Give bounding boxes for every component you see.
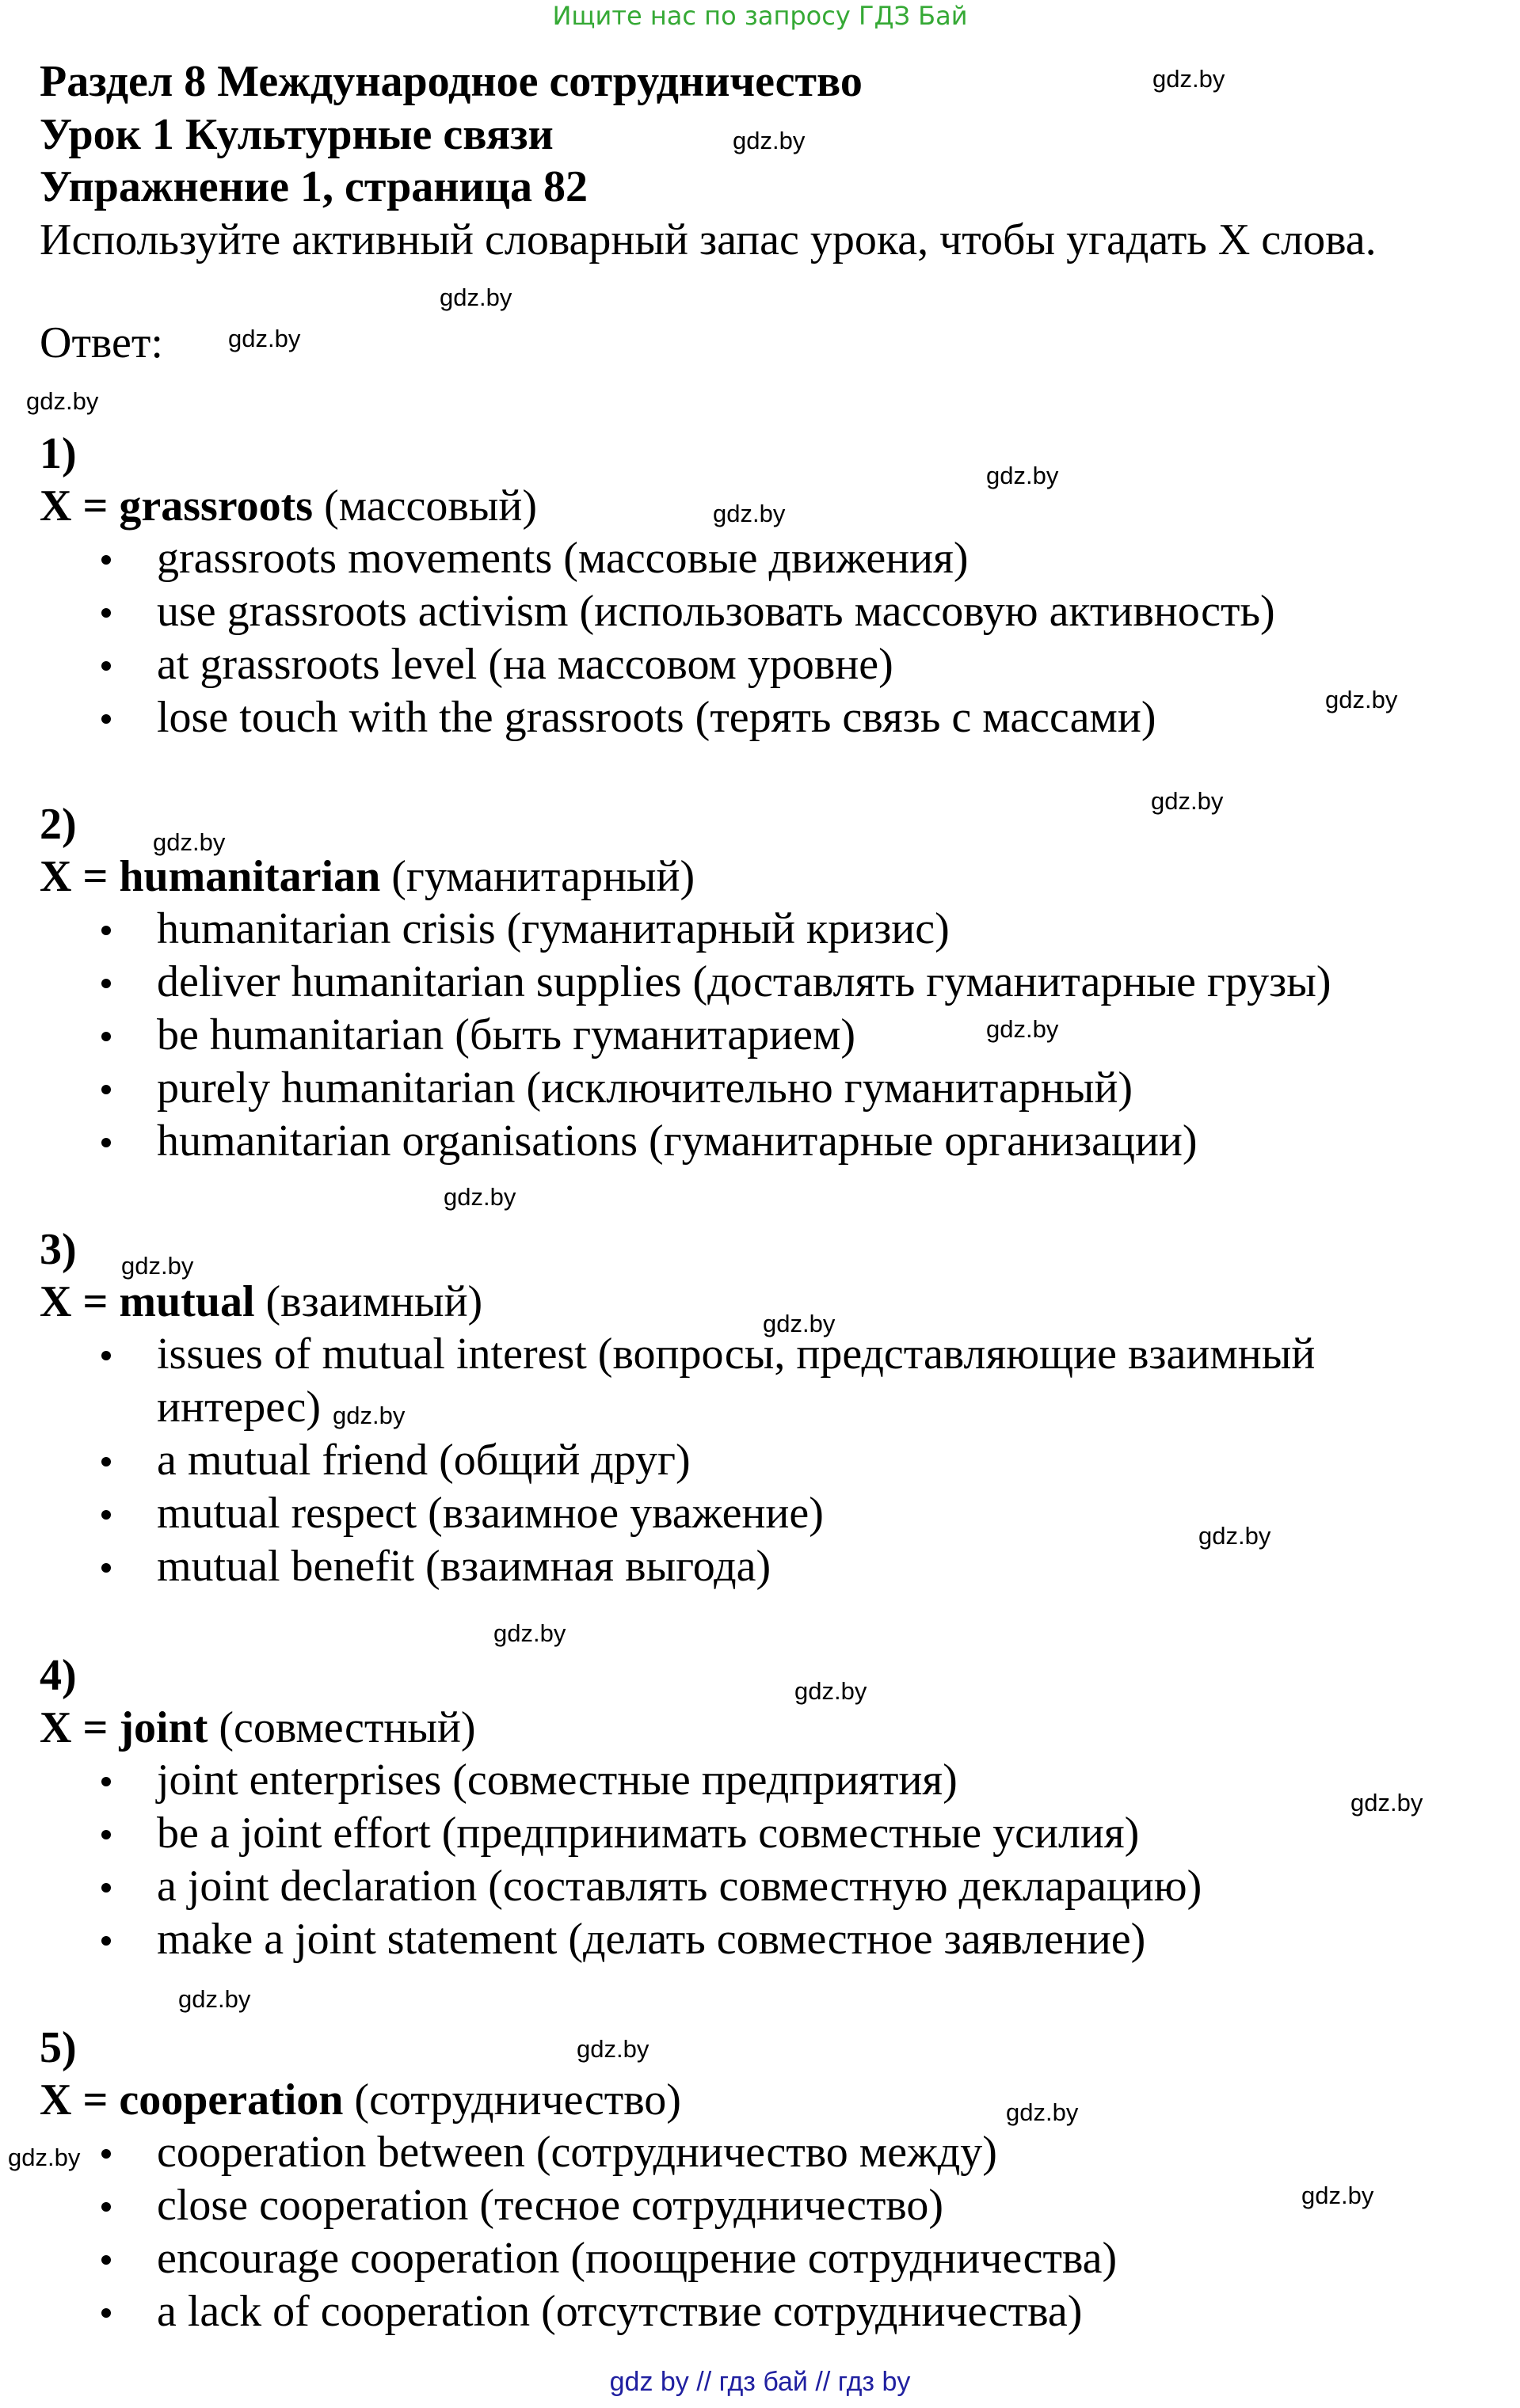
phrase-text: issues of mutual interest (вопросы, представляющие взаимный интерес)	[157, 1330, 1316, 1432]
answer-item-2	[40, 798, 1465, 1168]
item-number: 2)	[40, 800, 77, 849]
answer-item-5	[40, 2022, 1465, 2338]
phrase-list	[40, 903, 1465, 1168]
watermark: gdz.by	[763, 1310, 836, 1337]
bullet-icon	[101, 2255, 111, 2265]
bullet-icon	[101, 1563, 111, 1573]
bullet-icon	[101, 714, 111, 724]
item-number: 3)	[40, 1225, 77, 1274]
x-translation: (совместный)	[208, 1703, 476, 1752]
watermark: gdz.by	[121, 1252, 194, 1280]
section-title: Раздел 8 Международное сотрудничество	[40, 57, 863, 106]
watermark: gdz.by	[1325, 686, 1398, 713]
phrase-text: deliver humanitarian supplies (доставлять гуманитарные грузы)	[157, 957, 1331, 1006]
x-translation: (гуманитарный)	[380, 852, 695, 901]
list-item	[40, 1328, 1392, 1434]
watermark: gdz.by	[153, 828, 226, 856]
list-item	[40, 1860, 1465, 1913]
x-definition	[40, 850, 1465, 903]
bullet-icon	[101, 1777, 111, 1786]
bullet-icon	[101, 608, 111, 618]
phrase-text: joint enterprises (совместные предприятия)	[157, 1756, 958, 1805]
watermark: gdz.by	[733, 127, 806, 154]
watermark: gdz.by	[493, 1619, 566, 1647]
list-item	[40, 585, 1465, 638]
watermark: gdz.by	[1301, 2182, 1374, 2209]
phrase-text: a lack of cooperation (отсутствие сотрудничества)	[157, 2287, 1083, 2336]
x-definition	[40, 1276, 1465, 1328]
phrase-text: mutual respect (взаимное уважение)	[157, 1489, 824, 1538]
list-item	[40, 903, 1465, 956]
watermark: gdz.by	[986, 462, 1059, 489]
x-definition	[40, 1702, 1465, 1754]
watermark: gdz.by	[1152, 65, 1225, 93]
watermark: gdz.by	[713, 500, 786, 527]
phrase-list	[40, 1328, 1465, 1593]
watermark: gdz.by	[794, 1677, 867, 1705]
phrase-text: mutual benefit (взаимная выгода)	[157, 1542, 771, 1591]
phrase-text: cooperation between (сотрудничество между)	[157, 2128, 997, 2177]
item-number: 5)	[40, 2023, 77, 2072]
x-word: grassroots	[119, 481, 314, 531]
watermark: gdz.by	[1151, 787, 1224, 815]
list-item	[40, 2179, 1465, 2232]
list-item	[40, 1115, 1465, 1168]
x-prefix: X =	[40, 852, 120, 901]
watermark: gdz.by	[228, 325, 301, 352]
bullet-icon	[101, 661, 111, 671]
bullet-icon	[101, 555, 111, 565]
phrase-text: humanitarian organisations (гуманитарные организации)	[157, 1117, 1198, 1166]
bullet-icon	[101, 926, 111, 935]
phrase-text: at grassroots level (на массовом уровне)	[157, 640, 893, 689]
x-prefix: X =	[40, 2075, 120, 2125]
item-number: 4)	[40, 1651, 77, 1700]
bullet-icon	[101, 1351, 111, 1360]
watermark: gdz.by	[444, 1183, 516, 1211]
list-item	[40, 1009, 1465, 1062]
x-prefix: X =	[40, 1277, 120, 1326]
watermark: gdz.by	[1006, 2098, 1079, 2126]
list-item	[40, 1807, 1465, 1860]
exercise-title: Упражнение 1, страница 82	[40, 162, 589, 211]
top-banner[interactable]: Ищите нас по запросу ГДЗ Бай	[552, 1, 968, 31]
phrase-text: be humanitarian (быть гуманитарием)	[157, 1010, 856, 1059]
watermark: gdz.by	[577, 2035, 650, 2063]
bullet-icon	[101, 1032, 111, 1041]
bullet-icon	[101, 2149, 111, 2159]
bullet-icon	[101, 2308, 111, 2318]
list-item	[40, 1062, 1465, 1115]
bullet-icon	[101, 1138, 111, 1147]
phrase-list	[40, 532, 1465, 744]
lesson-title: Урок 1 Культурные связи	[40, 110, 554, 159]
list-item	[40, 2285, 1465, 2338]
phrase-text: make a joint statement (делать совместное заявление)	[157, 1915, 1146, 1964]
phrase-text: humanitarian crisis (гуманитарный кризис)	[157, 904, 950, 953]
task-text: Используйте активный словарный запас урока, чтобы угадать X слова.	[40, 215, 1377, 264]
x-translation: (сотрудничество)	[343, 2075, 681, 2125]
bullet-icon	[101, 1510, 111, 1520]
watermark: gdz.by	[8, 2144, 81, 2171]
list-item	[40, 691, 1465, 744]
phrase-text: use grassroots activism (использовать массовую активность)	[157, 587, 1275, 636]
bullet-icon	[101, 1883, 111, 1893]
watermark: gdz.by	[178, 1985, 251, 2013]
bullet-icon	[101, 1936, 111, 1946]
phrase-text: be a joint effort (предпринимать совместные усилия)	[157, 1809, 1140, 1858]
list-item	[40, 956, 1465, 1009]
watermark: gdz.by	[986, 1015, 1059, 1043]
watermark: gdz.by	[1198, 1522, 1271, 1550]
x-word: humanitarian	[119, 852, 381, 901]
item-number: 1)	[40, 429, 77, 478]
list-item	[40, 1434, 1465, 1487]
list-item	[40, 638, 1465, 691]
watermark: gdz.by	[26, 387, 99, 415]
phrase-text: lose touch with the grassroots (терять связь с массами)	[157, 693, 1156, 742]
phrase-text: grassroots movements (массовые движения)	[157, 534, 969, 583]
answer-item-1	[40, 428, 1465, 744]
phrase-text: encourage cooperation (поощрение сотрудничества)	[157, 2234, 1118, 2283]
list-item	[40, 1913, 1465, 1966]
x-word: mutual	[119, 1277, 255, 1326]
bullet-icon	[101, 1457, 111, 1466]
phrase-text: purely humanitarian (исключительно гуманитарный)	[157, 1063, 1133, 1113]
list-item	[40, 2232, 1465, 2285]
x-translation: (массовый)	[313, 481, 538, 531]
bullet-icon	[101, 979, 111, 988]
list-item	[40, 2126, 1465, 2179]
x-definition	[40, 2074, 1465, 2126]
bullet-icon	[101, 2202, 111, 2212]
x-word: joint	[119, 1703, 208, 1752]
phrase-text: a mutual friend (общий друг)	[157, 1436, 691, 1485]
phrase-text: close cooperation (тесное сотрудничество)	[157, 2181, 944, 2230]
list-item	[40, 532, 1465, 585]
phrase-list	[40, 2126, 1465, 2338]
watermark: gdz.by	[333, 1402, 406, 1429]
x-prefix: X =	[40, 481, 120, 531]
x-prefix: X =	[40, 1703, 120, 1752]
watermark: gdz.by	[440, 283, 512, 311]
x-translation: (взаимный)	[254, 1277, 483, 1326]
answer-label: Ответ:	[40, 318, 163, 367]
watermark: gdz.by	[1350, 1789, 1423, 1816]
footer-links[interactable]: gdz by // гдз бай // гдз by	[609, 2367, 911, 2397]
bullet-icon	[101, 1085, 111, 1094]
answer-item-4	[40, 1649, 1465, 1966]
x-word: cooperation	[119, 2075, 344, 2125]
bullet-icon	[101, 1830, 111, 1839]
phrase-text: a joint declaration (составлять совместную декларацию)	[157, 1862, 1202, 1911]
phrase-list	[40, 1754, 1465, 1966]
list-item	[40, 1754, 1465, 1807]
